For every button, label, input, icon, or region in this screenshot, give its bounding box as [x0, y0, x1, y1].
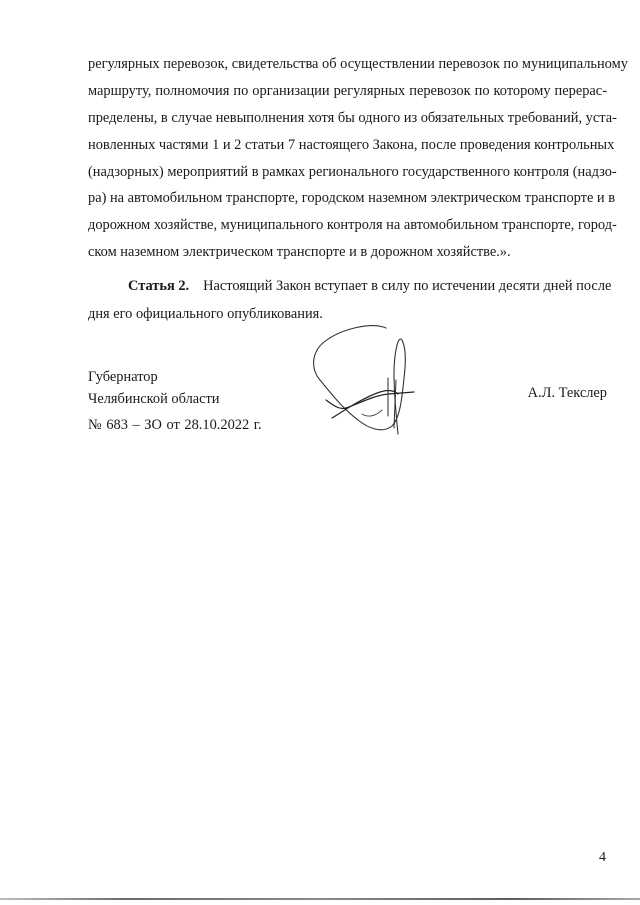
signatory-name: А.Л. Текслер	[527, 385, 607, 401]
text-line: дорожном хозяйстве, муниципального контроля на автомобильном транспорте, город-	[88, 217, 617, 234]
text-line: ра) на автомобильном транспорте, городском наземном электрическом транспорте и в	[88, 190, 616, 207]
position-title: Губернатор	[88, 369, 158, 385]
text-line: (надзорных) мероприятий в рамках регионального государственного контроля (надзо-	[88, 163, 617, 180]
article-label: Статья 2.	[128, 278, 190, 294]
law-text-paragraph	[88, 51, 628, 266]
article-first-line	[88, 272, 612, 300]
text-line: маршруту, полномочия по организации регулярных перевозок по которому перерас-	[88, 82, 607, 99]
text-line: регулярных перевозок, свидетельства об осуществлении перевозок по муниципальному	[88, 56, 628, 72]
text-line: новленных частями 1 и 2 статьи 7 настоящего Закона, после проведения контрольных	[88, 136, 615, 153]
text-line: ском наземном электрическом транспорте и в дорожном хозяйстве.».	[88, 244, 511, 261]
text-line: пределены, в случае невыполнения хотя бы одного из обязательных требований, уста-	[88, 109, 617, 126]
article-second-line: дня его официального опубликования.	[88, 306, 323, 322]
law-number-date: № 683 – ЗО от 28.10.2022 г.	[88, 417, 262, 433]
handwritten-signature	[302, 318, 430, 438]
page-number: 4	[599, 850, 606, 865]
signatory-position	[88, 366, 220, 410]
scan-bottom-edge	[0, 898, 640, 900]
position-region: Челябинской области	[88, 391, 220, 407]
article-text: Настоящий Закон вступает в силу по истечении десяти дней после	[203, 278, 612, 294]
